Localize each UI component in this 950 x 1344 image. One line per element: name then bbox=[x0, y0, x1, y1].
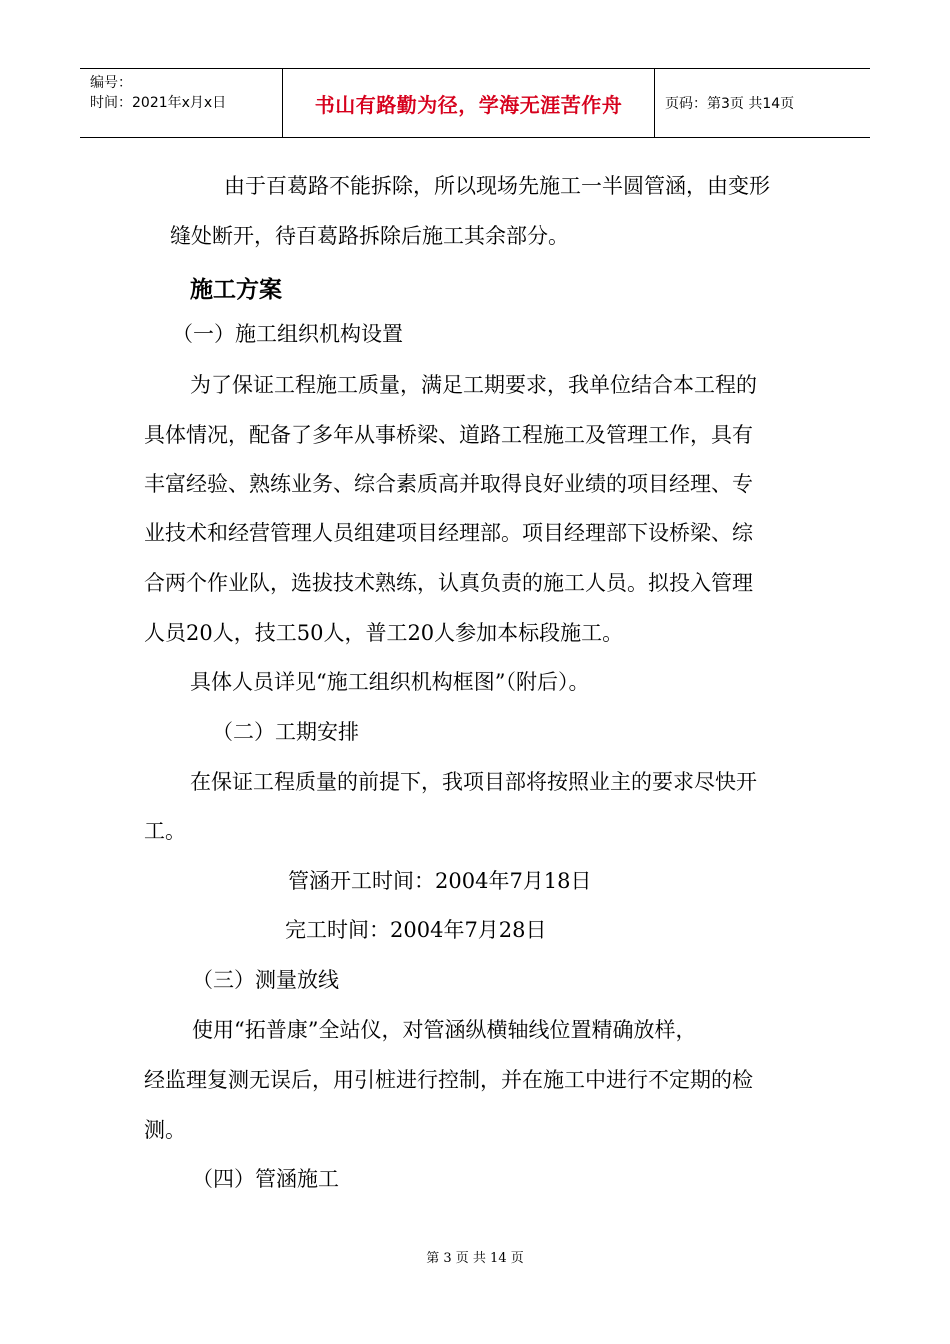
page-footer: 第 3 页 共 14 页 bbox=[426, 1251, 524, 1266]
page-header bbox=[80, 68, 870, 138]
paragraph-line: 合两个作业队，选拔技术熟练，认真负责的施工人员。拟投入管理 bbox=[144, 571, 753, 595]
paragraph-line: 为了保证工程施工质量，满足工期要求，我单位结合本工程的 bbox=[190, 373, 757, 397]
document-number-label: 编号： bbox=[90, 75, 132, 91]
header-motto: 书山有路勤为径，学海无涯苦作舟 bbox=[314, 92, 623, 117]
header-motto-cell bbox=[282, 69, 655, 137]
paragraph-line: 业技术和经营管理人员组建项目经理部。项目经理部下设桥梁、综 bbox=[144, 521, 753, 545]
paragraph-line: 测。 bbox=[144, 1118, 186, 1142]
paragraph-line: 具体人员详见“施工组织机构框图”（附后）。 bbox=[190, 670, 590, 694]
header-page-info: 页码：第3页 共14页 bbox=[665, 96, 795, 112]
subsection-title: （二）工期安排 bbox=[212, 720, 359, 744]
subsection-title: （一）施工组织机构设置 bbox=[172, 322, 403, 346]
paragraph-line: 缝处断开，待百葛路拆除后施工其余部分。 bbox=[170, 224, 569, 248]
subsection-title: （四）管涵施工 bbox=[192, 1167, 339, 1191]
end-date: 完工时间：2004年7月28日 bbox=[285, 918, 547, 942]
paragraph-line: 经监理复测无误后，用引桩进行控制，并在施工中进行不定期的检 bbox=[144, 1068, 753, 1092]
section-heading: 施工方案 bbox=[190, 277, 282, 303]
paragraph-line: 在保证工程质量的前提下，我项目部将按照业主的要求尽快开 bbox=[190, 770, 757, 794]
document-date: 时间：2021年x月x日 bbox=[90, 95, 227, 111]
paragraph-line: 使用“拓普康”全站仪，对管涵纵横轴线位置精确放样， bbox=[192, 1018, 697, 1042]
paragraph-line: 工。 bbox=[144, 819, 186, 843]
paragraph-line: 人员20人，技工50人，普工20人参加本标段施工。 bbox=[144, 621, 624, 645]
paragraph-line: 具体情况，配备了多年从事桥梁、道路工程施工及管理工作，具有 bbox=[144, 423, 753, 447]
header-meta bbox=[80, 69, 282, 137]
subsection-title: （三）测量放线 bbox=[192, 968, 339, 992]
paragraph-line: 由于百葛路不能拆除，所以现场先施工一半圆管涵，由变形 bbox=[224, 174, 770, 198]
start-date: 管涵开工时间：2004年7月18日 bbox=[288, 869, 592, 893]
paragraph-line: 丰富经验、熟练业务、综合素质高并取得良好业绩的项目经理、专 bbox=[144, 472, 753, 496]
